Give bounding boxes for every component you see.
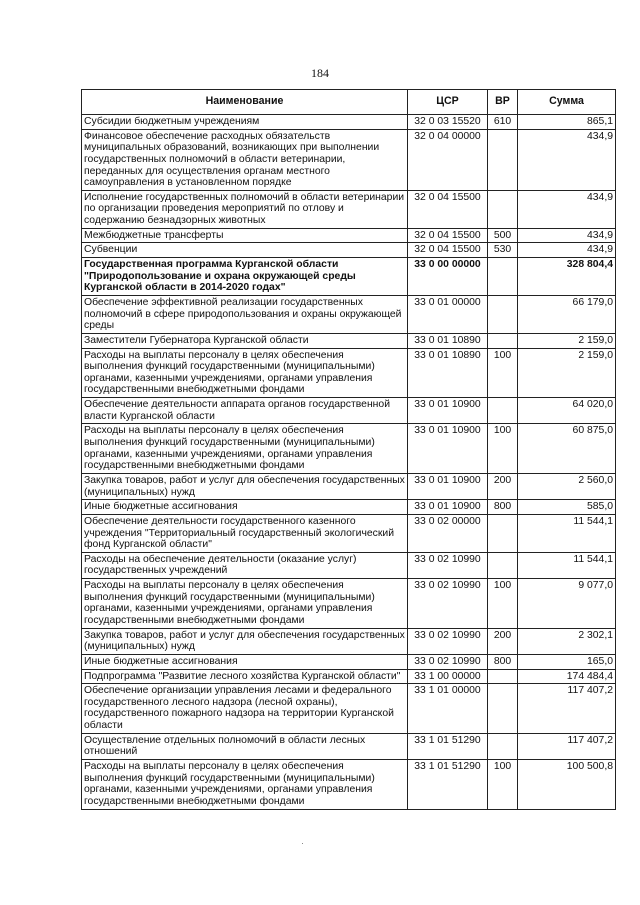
table-header-row xyxy=(82,90,616,115)
table-row xyxy=(82,115,616,130)
row-sum: 174 484,4 xyxy=(518,669,616,684)
row-csr: 33 0 02 10990 xyxy=(408,654,488,669)
row-vr: 200 xyxy=(488,473,518,499)
table-row xyxy=(82,190,616,228)
table-row xyxy=(82,295,616,333)
row-sum: 117 407,2 xyxy=(518,684,616,734)
row-vr xyxy=(488,258,518,296)
row-vr xyxy=(488,190,518,228)
row-sum: 328 804,4 xyxy=(518,258,616,296)
row-vr: 100 xyxy=(488,424,518,474)
row-sum: 117 407,2 xyxy=(518,733,616,759)
row-csr: 33 0 00 00000 xyxy=(408,258,488,296)
row-name: Обеспечение деятельности аппарата органов государственной власти Курганской области xyxy=(82,398,408,424)
row-csr: 33 0 01 10890 xyxy=(408,333,488,348)
table-row xyxy=(82,333,616,348)
row-name: Расходы на выплаты персоналу в целях обеспечения выполнения функций государственными (муниципальными) органами, казенными учреждениями, органами управления государственными внебюджетными фондами xyxy=(82,348,408,398)
row-name: Подпрограмма "Развитие лесного хозяйства Курганской области" xyxy=(82,669,408,684)
row-vr: 100 xyxy=(488,348,518,398)
row-csr: 33 0 01 10900 xyxy=(408,398,488,424)
row-vr xyxy=(488,514,518,552)
row-name: Иные бюджетные ассигнования xyxy=(82,654,408,669)
row-name: Государственная программа Курганской области "Природопользование и охрана окружающей среды Курганской области в 2014-2020 годах" xyxy=(82,258,408,296)
row-csr: 33 0 01 10900 xyxy=(408,473,488,499)
scan-speck xyxy=(302,843,303,844)
row-vr xyxy=(488,333,518,348)
row-name: Расходы на выплаты персоналу в целях обеспечения выполнения функций государственными (муниципальными) органами, казенными учреждениями, органами управления государственными внебюджетными фондами xyxy=(82,760,408,810)
row-vr: 200 xyxy=(488,628,518,654)
row-sum: 165,0 xyxy=(518,654,616,669)
row-vr xyxy=(488,684,518,734)
row-sum: 11 544,1 xyxy=(518,514,616,552)
table-row xyxy=(82,348,616,398)
table-row xyxy=(82,514,616,552)
table-row xyxy=(82,628,616,654)
table-row xyxy=(82,500,616,515)
row-sum: 434,9 xyxy=(518,243,616,258)
table-row xyxy=(82,424,616,474)
row-csr: 33 1 01 51290 xyxy=(408,760,488,810)
row-csr: 32 0 04 15500 xyxy=(408,190,488,228)
row-name: Расходы на выплаты персоналу в целях обеспечения выполнения функций государственными (муниципальными) органами, казенными учреждениями, органами управления государственными внебюджетными фондами xyxy=(82,424,408,474)
table-row xyxy=(82,552,616,578)
header-sum: Сумма xyxy=(518,90,616,115)
row-sum: 2 159,0 xyxy=(518,348,616,398)
row-sum: 60 875,0 xyxy=(518,424,616,474)
row-csr: 32 0 04 15500 xyxy=(408,228,488,243)
row-sum: 434,9 xyxy=(518,129,616,190)
row-vr: 800 xyxy=(488,500,518,515)
table-row xyxy=(82,129,616,190)
row-name: Закупка товаров, работ и услуг для обеспечения государственных (муниципальных) нужд xyxy=(82,628,408,654)
row-sum: 865,1 xyxy=(518,115,616,130)
header-vr: ВР xyxy=(488,90,518,115)
row-vr: 800 xyxy=(488,654,518,669)
row-name: Субвенции xyxy=(82,243,408,258)
table-row xyxy=(82,243,616,258)
budget-table xyxy=(81,89,616,810)
row-name: Обеспечение деятельности государственного казенного учреждения "Территориальный государственный экологический фонд Курганской области" xyxy=(82,514,408,552)
row-csr: 32 0 03 15520 xyxy=(408,115,488,130)
row-vr xyxy=(488,669,518,684)
row-name: Осуществление отдельных полномочий в области лесных отношений xyxy=(82,733,408,759)
row-sum: 434,9 xyxy=(518,228,616,243)
header-name: Наименование xyxy=(82,90,408,115)
table-row xyxy=(82,669,616,684)
row-csr: 33 0 02 00000 xyxy=(408,514,488,552)
row-csr: 33 0 02 10990 xyxy=(408,552,488,578)
row-csr: 33 1 01 00000 xyxy=(408,684,488,734)
page-number: 184 xyxy=(311,66,329,80)
row-csr: 32 0 04 00000 xyxy=(408,129,488,190)
row-sum: 9 077,0 xyxy=(518,579,616,629)
table-row xyxy=(82,398,616,424)
row-sum: 2 159,0 xyxy=(518,333,616,348)
row-csr: 33 0 01 10900 xyxy=(408,500,488,515)
row-vr xyxy=(488,733,518,759)
row-csr: 33 1 01 51290 xyxy=(408,733,488,759)
row-vr xyxy=(488,295,518,333)
row-name: Закупка товаров, работ и услуг для обеспечения государственных (муниципальных) нужд xyxy=(82,473,408,499)
row-vr: 610 xyxy=(488,115,518,130)
row-csr: 33 1 00 00000 xyxy=(408,669,488,684)
table-body xyxy=(82,115,616,810)
row-name: Заместители Губернатора Курганской области xyxy=(82,333,408,348)
row-sum: 585,0 xyxy=(518,500,616,515)
row-name: Финансовое обеспечение расходных обязательств муниципальных образований, возникающих при выполнении государственных полномочий в области ветеринарии, переданных для осуществления органам местного самоуправления в установленном порядке xyxy=(82,129,408,190)
table-row xyxy=(82,760,616,810)
row-csr: 32 0 04 15500 xyxy=(408,243,488,258)
row-sum: 100 500,8 xyxy=(518,760,616,810)
row-name: Обеспечение эффективной реализации государственных полномочий в сфере природопользования и охраны окружающей среды xyxy=(82,295,408,333)
table-row xyxy=(82,733,616,759)
row-vr: 100 xyxy=(488,579,518,629)
row-vr xyxy=(488,552,518,578)
row-csr: 33 0 01 10890 xyxy=(408,348,488,398)
row-sum: 2 302,1 xyxy=(518,628,616,654)
row-vr: 500 xyxy=(488,228,518,243)
table-row xyxy=(82,579,616,629)
table-row xyxy=(82,654,616,669)
header-csr: ЦСР xyxy=(408,90,488,115)
row-sum: 2 560,0 xyxy=(518,473,616,499)
row-name: Исполнение государственных полномочий в области ветеринарии по организации проведения мероприятий по отлову и содержанию безнадзорных животных xyxy=(82,190,408,228)
table-row xyxy=(82,258,616,296)
row-vr xyxy=(488,398,518,424)
row-vr xyxy=(488,129,518,190)
row-sum: 434,9 xyxy=(518,190,616,228)
row-name: Расходы на обеспечение деятельности (оказание услуг) государственных учреждений xyxy=(82,552,408,578)
table-row xyxy=(82,684,616,734)
row-vr: 100 xyxy=(488,760,518,810)
table-row xyxy=(82,473,616,499)
row-sum: 66 179,0 xyxy=(518,295,616,333)
row-name: Расходы на выплаты персоналу в целях обеспечения выполнения функций государственными (муниципальными) органами, казенными учреждениями, органами управления государственными внебюджетными фондами xyxy=(82,579,408,629)
row-name: Иные бюджетные ассигнования xyxy=(82,500,408,515)
table-row xyxy=(82,228,616,243)
row-csr: 33 0 02 10990 xyxy=(408,579,488,629)
row-csr: 33 0 01 10900 xyxy=(408,424,488,474)
row-name: Субсидии бюджетным учреждениям xyxy=(82,115,408,130)
row-vr: 530 xyxy=(488,243,518,258)
row-sum: 64 020,0 xyxy=(518,398,616,424)
row-name: Межбюджетные трансферты xyxy=(82,228,408,243)
row-name: Обеспечение организации управления лесами и федерального государственного лесного надзора (лесной охраны), государственного пожарного надзора на территории Курганской области xyxy=(82,684,408,734)
row-sum: 11 544,1 xyxy=(518,552,616,578)
row-csr: 33 0 01 00000 xyxy=(408,295,488,333)
row-csr: 33 0 02 10990 xyxy=(408,628,488,654)
